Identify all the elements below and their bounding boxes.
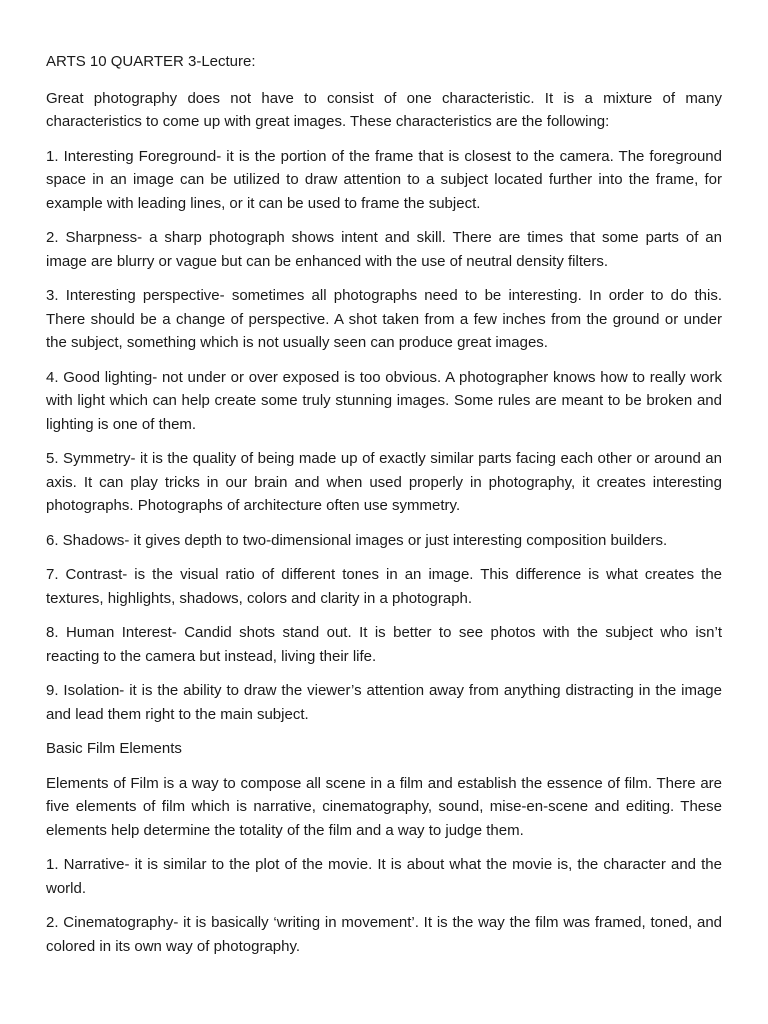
- intro-paragraph: Great photography does not have to consist of one characteristic. It is a mixture of many characteristics to come up with great images. These characteristics are the following:: [46, 89, 722, 130]
- characteristic-item: 6. Shadows- it gives depth to two-dimensional images or just interesting composition builders.: [46, 531, 668, 549]
- document-title: [46, 50, 722, 74]
- characteristic-item: 2. Sharpness- a sharp photograph shows intent and skill. There are times that some parts of an image are blurry or vague but can be enhanced with the use of neutral density filters.: [46, 229, 722, 270]
- characteristic-item: 9. Isolation- it is the ability to draw the viewer’s attention away from anything distracting in the image and lead them right to the main subject.: [46, 682, 722, 723]
- characteristic-item: 8. Human Interest- Candid shots stand out. It is better to see photos with the subject who isn’t reacting to the camera but instead, living their life.: [46, 624, 722, 665]
- film-section-heading: Basic Film Elements: [46, 740, 182, 757]
- characteristic-item: 3. Interesting perspective- sometimes all photographs need to be interesting. In order to do this. There should be a change of perspective. A shot taken from a few inches from the ground or under the subject, something which is not usually seen can produce great images.: [46, 287, 722, 351]
- characteristic-item: 7. Contrast- is the visual ratio of different tones in an image. This difference is what creates the textures, highlights, shadows, colors and clarity in a photograph.: [46, 566, 722, 607]
- characteristic-item: 5. Symmetry- it is the quality of being made up of exactly similar parts facing each other or around an axis. It can play tricks in our brain and when used properly in photography, it creates interesting photographs. Photographs of architecture often use symmetry.: [46, 450, 722, 514]
- film-intro-paragraph: Elements of Film is a way to compose all scene in a film and establish the essence of film. There are five elements of film which is narrative, cinematography, sound, mise-en-scene and editing. These elements help determine the totality of the film and a way to judge them.: [46, 774, 722, 839]
- film-element-item: 1. Narrative- it is similar to the plot of the movie. It is about what the movie is, the character and the world.: [46, 856, 722, 897]
- title-prefix: ARTS 10 QUARTER 3-: [46, 53, 202, 70]
- title-suffix: Lecture:: [201, 53, 256, 70]
- characteristic-item: 4. Good lighting- not under or over exposed is too obvious. A photographer knows how to really work with light which can help create some truly stunning images. Some rules are meant to be broken and lighting is one of them.: [46, 368, 722, 433]
- film-element-item: 2. Cinematography- it is basically ‘writing in movement’. It is the way the film was framed, toned, and colored in its own way of photography.: [46, 914, 722, 955]
- characteristic-item: 1. Interesting Foreground- it is the portion of the frame that is closest to the camera. The foreground space in an image can be utilized to draw attention to a subject located further into the frame, for example with leading lines, or it can be used to frame the subject.: [46, 147, 722, 212]
